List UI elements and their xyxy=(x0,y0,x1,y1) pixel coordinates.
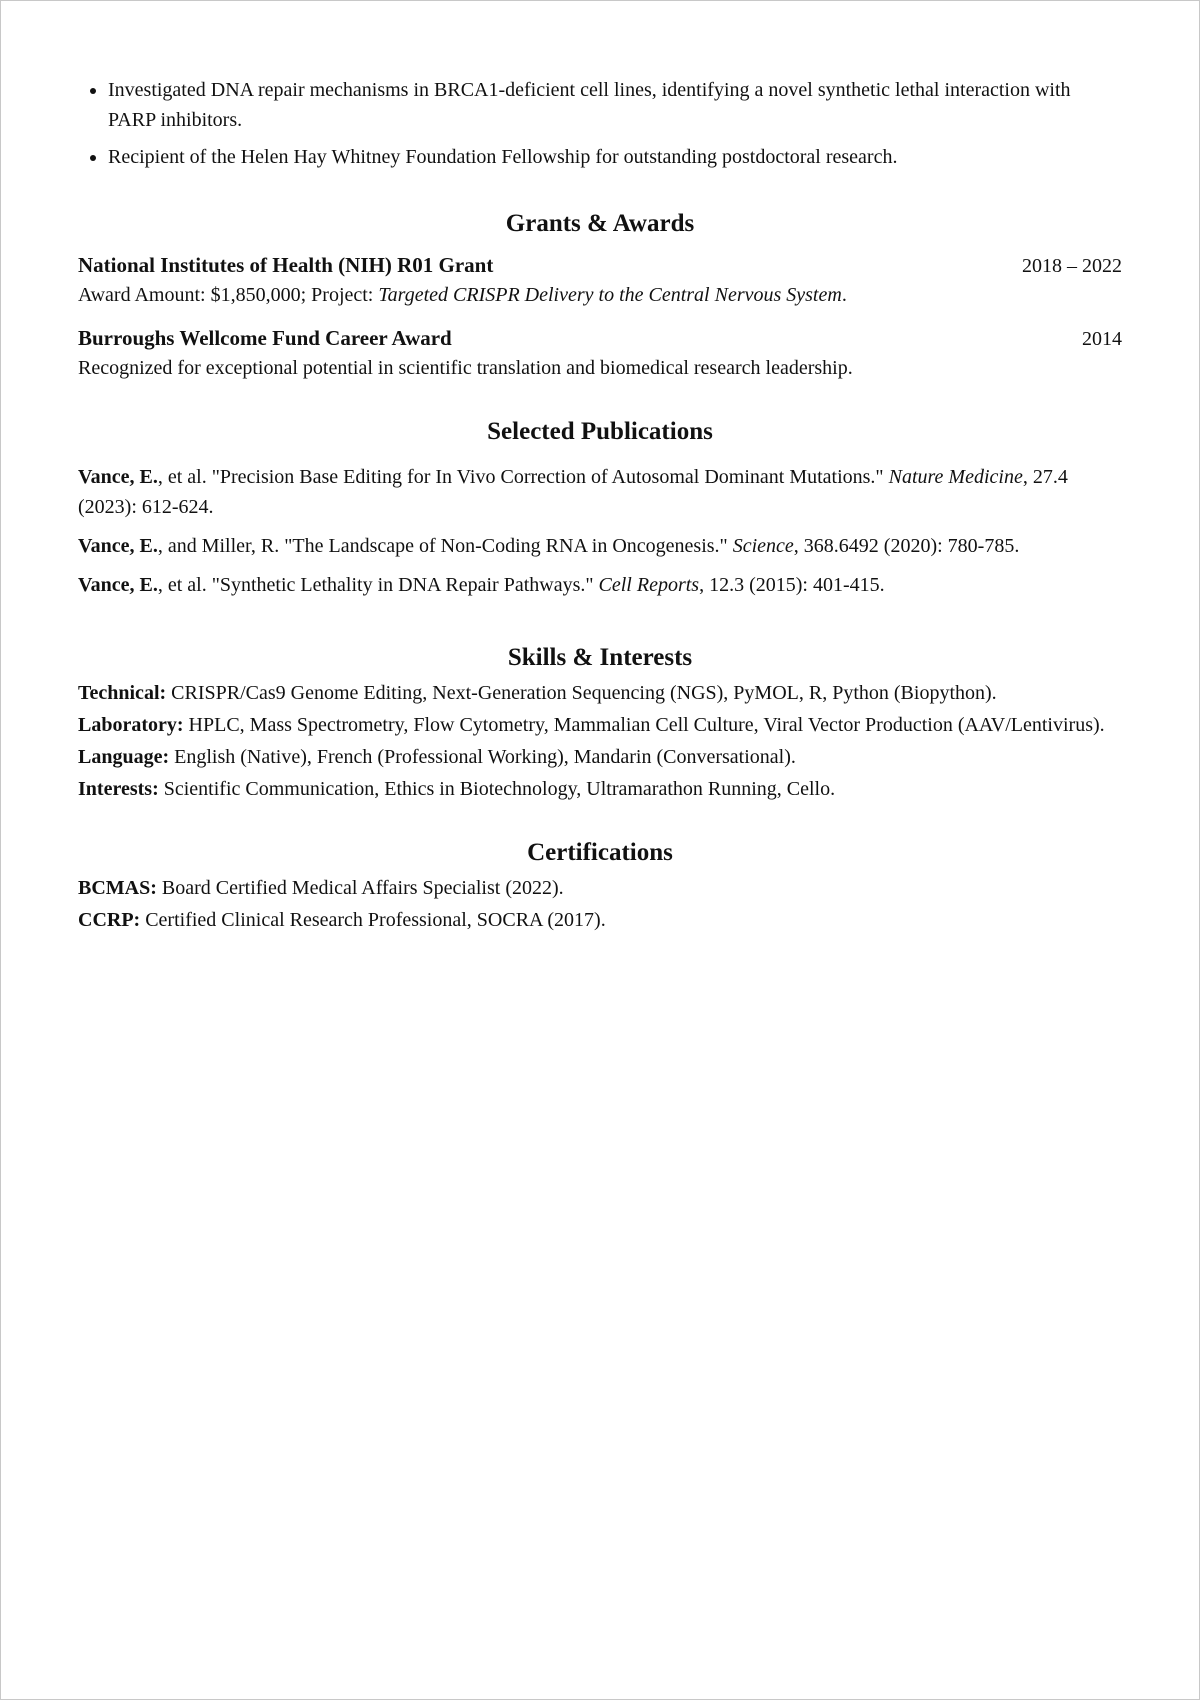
award-description-text: Recognized for exceptional potential in scientific translation and biomedical research leadership. xyxy=(78,357,853,379)
award-name: National Institutes of Health (NIH) R01 Grant xyxy=(78,253,494,277)
publication-citation: , 12.3 (2015): 401-415. xyxy=(699,574,885,596)
experience-bullet-list xyxy=(78,75,1122,172)
certification-entry xyxy=(78,909,1122,932)
certification-value: Certified Clinical Research Professional, SOCRA (2017). xyxy=(140,909,606,931)
skill-label: Interests: xyxy=(78,778,159,800)
publication-author: Vance, E. xyxy=(78,574,158,596)
skill-value: HPLC, Mass Spectrometry, Flow Cytometry, Mammalian Cell Culture, Viral Vector Production (AAV/Lentivirus). xyxy=(183,714,1105,736)
publication-text: , and Miller, R. "The Landscape of Non-Coding RNA in Oncogenesis." xyxy=(157,535,733,557)
certifications-section-title: Certifications xyxy=(527,839,673,866)
skill-entry xyxy=(78,778,1122,801)
award-header xyxy=(78,250,1122,281)
award-name: Burroughs Wellcome Fund Career Award xyxy=(78,326,452,350)
award-description-suffix: . xyxy=(841,284,847,306)
publication-entry xyxy=(78,531,1122,561)
certification-entry xyxy=(78,877,1122,900)
publication-text: , et al. "Synthetic Lethality in DNA Repair Pathways." xyxy=(157,574,599,596)
certification-value: Board Certified Medical Affairs Specialist (2022). xyxy=(156,877,564,899)
publication-author: Vance, E. xyxy=(78,466,158,488)
skill-entry xyxy=(78,714,1122,737)
award-entry xyxy=(78,323,1122,382)
award-description xyxy=(78,354,1122,382)
skill-value: Scientific Communication, Ethics in Biotechnology, Ultramarathon Running, Cello. xyxy=(158,778,836,800)
award-date: 2018 – 2022 xyxy=(1022,255,1122,277)
grants-section-title: Grants & Awards xyxy=(505,210,695,237)
skill-entry xyxy=(78,746,1122,769)
skill-value: English (Native), French (Professional Working), Mandarin (Conversational). xyxy=(169,746,796,768)
publications-section-title: Selected Publications xyxy=(487,418,713,445)
publication-author: Vance, E. xyxy=(78,535,158,557)
publication-citation: , 368.6492 (2020): 780-785. xyxy=(793,535,1020,557)
publication-journal: Cell Reports xyxy=(598,574,700,596)
skill-label: Language: xyxy=(78,746,170,768)
skill-label: Laboratory: xyxy=(78,714,184,736)
certification-label: BCMAS: xyxy=(78,877,157,899)
skill-entry xyxy=(78,682,1122,705)
publication-entry xyxy=(78,570,1122,600)
award-date: 2014 xyxy=(1082,328,1122,350)
publication-citation: , 27.4 (2023): 612-624. xyxy=(78,466,1068,518)
experience-bullet: • Investigated DNA repair mechanisms in BRCA1-deficient cell lines, identifying a novel synthetic lethal interaction with PARP inhibitors. xyxy=(108,75,1122,135)
award-header xyxy=(78,323,1122,354)
publication-text: , et al. "Precision Base Editing for In Vivo Correction of Autosomal Dominant Mutations." xyxy=(157,466,889,488)
publication-journal: Nature Medicine xyxy=(888,466,1023,488)
award-description-text: Award Amount: $1,850,000; Project: xyxy=(78,284,379,306)
award-project-title: Targeted CRISPR Delivery to the Central Nervous System xyxy=(378,284,842,306)
award-entry xyxy=(78,250,1122,309)
award-description xyxy=(78,281,1122,309)
publication-journal: Science xyxy=(732,535,794,557)
certification-label: CCRP: xyxy=(78,909,141,931)
skills-section-title: Skills & Interests xyxy=(507,644,693,671)
publication-entry xyxy=(78,462,1122,522)
skill-label: Technical: xyxy=(78,682,167,704)
experience-bullet: • Recipient of the Helen Hay Whitney Foundation Fellowship for outstanding postdoctoral research. xyxy=(108,142,1122,172)
skill-value: CRISPR/Cas9 Genome Editing, Next-Generation Sequencing (NGS), PyMOL, R, Python (Biopython). xyxy=(166,682,997,704)
